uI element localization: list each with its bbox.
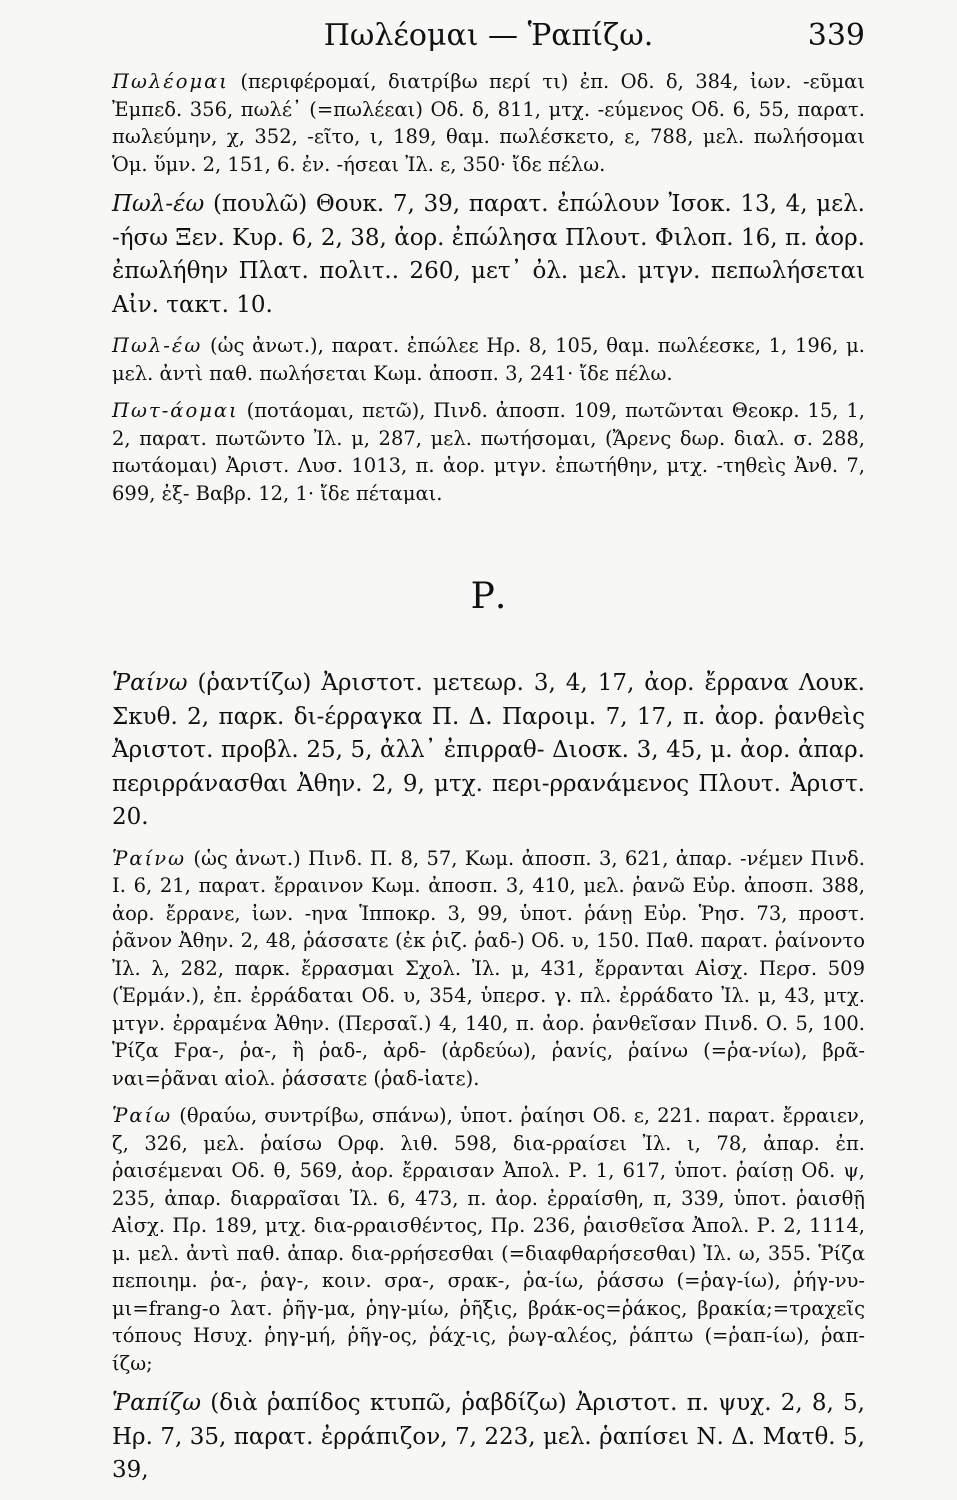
page-header	[112, 14, 865, 64]
running-title: Πωλέομαι — Ῥαπίζω.	[323, 18, 654, 53]
dictionary-entry	[112, 1387, 865, 1488]
entry-lemma: Ῥαπίζω	[112, 1390, 202, 1416]
dictionary-entry	[112, 845, 865, 1093]
entry-text: (ποτάομαι, πετῶ), Πινδ. ἀποσπ. 109, πωτῶνται Θεοκρ. 15, 1, 2, παρατ. πωτῶντο Ἰλ. μ, 287, μελ. πωτήσομαι, (Ἄρενς δωρ. διαλ. σ. 288, πωτάομαι) Ἀριστ. Λυσ. 1013, π. ἀορ. μτγν. ἐπωτήθην, μτχ. -τηθεὶς Ἀνθ. 7, 699, ἐξ- Βαβρ. 12, 1· ἴδε πέταμαι.	[112, 399, 865, 505]
entry-lemma: Ῥαίνω	[112, 846, 186, 870]
dictionary-entry	[112, 397, 865, 507]
entry-lemma: Πωλ-έω	[112, 191, 205, 217]
entry-lemma: Πωλέομαι	[112, 70, 229, 93]
entry-lemma: Πωλ-έω	[112, 334, 203, 357]
entry-text: (θραύω, συντρίβω, σπάνω), ὑποτ. ῥαίησι Οδ. ε, 221. παρατ. ἔρραιεν, ζ, 326, μελ. ῥαίσω Ορφ. λιθ. 598, δια-ρραίσει Ἰλ. ι, 78, ἀπαρ. ἐπ. ῥαισέμεναι Οδ. θ, 569, ἀορ. ἔρραισαν Ἀπολ. Ρ. 1, 617, ὑποτ. ῥαίσῃ Οδ. ψ, 235, ἀπαρ. διαρραῖσαι Ἰλ. 6, 473, π. ἀορ. ἐρραίσθη, π, 339, ὑποτ. ῥαισθῇ Αἰσχ. Πρ. 189, μτχ. δια-ρραισθέντος, Πρ. 236, ῥαισθεῖσα Ἀπολ. Ρ. 2, 1114, μ. μελ. ἀντὶ παθ. ἀπαρ. δια-ρρήσεσθαι (=διαφθαρήσεσθαι) Ἰλ. ω, 355. Ῥίζα πεποιημ. ῥα-, ῥαγ-, κοιν. σρα-, σρακ-, ῥα-ίω, ῥάσσω (=ῥαγ-ίω), ῥήγ-νυ-μι=frang-o λατ. ῥῆγ-μα, ῥηγ-μίω, ῥῆξις, βράκ-ος=ῥάκος, βρακία;=τραχεῖς τόπους Ησυχ. ῥηγ-μή, ῥῆγ-ος, ῥάχ-ις, ῥωγ-αλέος, ῥάπτω (=ῥαπ-ίω), ῥαπ-ίζω;	[112, 1104, 865, 1375]
dictionary-entry	[112, 188, 865, 322]
entry-text: (διὰ ῥαπίδος κτυπῶ, ῥαβδίζω) Ἀριστοτ. π. ψυχ. 2, 8, 5, Ηρ. 7, 35, παρατ. ἐρράπιζον, 7, 223, μελ. ῥαπίσει Ν. Δ. Ματθ. 5, 39,	[112, 1390, 865, 1483]
dictionary-entry	[112, 667, 865, 835]
page-number: 339	[807, 18, 865, 53]
entry-text: (ὡς ἀνωτ.), παρατ. ἐπώλεε Ηρ. 8, 105, θαμ. πωλέεσκε, 1, 196, μ. μελ. ἀντὶ παθ. πωλήσεται Κωμ. ἀποσπ. 3, 241· ἴδε πέλω.	[112, 334, 865, 385]
section-letter: Ρ.	[470, 576, 507, 617]
entry-text: (περιφέρομαί, διατρίβω περί τι) ἐπ. Οδ. δ, 384, ἰων. -εῦμαι Ἐμπεδ. 356, πωλέ᾽ (=πωλέεαι) Οδ. δ, 811, μτχ. -εύμενος Οδ. 6, 55, παρατ. πωλεύμην, χ, 352, -εῖτο, ι, 189, θαμ. πωλέσκετο, ε, 788, μελ. πωλήσομαι Ὁμ. ὕμν. 2, 151, 6. ἐν. -ήσεαι Ἰλ. ε, 350· ἴδε πέλω.	[112, 70, 865, 176]
entry-text: (ῥαντίζω) Ἀριστοτ. μετεωρ. 3, 4, 17, ἀορ. ἔρρανα Λουκ. Σκυθ. 2, παρκ. δι-έρραγκα Π. Δ. Παροιμ. 7, 17, π. ἀορ. ῥανθεὶς Ἀριστοτ. προβλ. 25, 5, ἀλλ᾽ ἐπιρραθ- Διοσκ. 3, 45, μ. ἀορ. ἀπαρ. περιρράνασθαι Ἀθην. 2, 9, μτχ. περι-ρρανάμενος Πλουτ. Ἀριστ. 20.	[112, 670, 865, 830]
entries-top	[112, 68, 865, 507]
dictionary-entry	[112, 1102, 865, 1377]
entry-text: (πουλῶ) Θουκ. 7, 39, παρατ. ἐπώλουν Ἰσοκ. 13, 4, μελ. -ήσω Ξεν. Κυρ. 6, 2, 38, ἀορ. ἐπώλησα Πλουτ. Φιλοπ. 16, π. ἀορ. ἐπωλήθην Πλατ. πολιτ.. 260, μετ᾽ ὀλ. μελ. μτγν. πεπωλήσεται Αἰν. τακτ. 10.	[112, 191, 865, 318]
entry-lemma: Ῥαίνω	[112, 670, 188, 696]
page-body	[112, 68, 865, 1498]
dictionary-entry	[112, 68, 865, 178]
dictionary-entry	[112, 332, 865, 387]
entry-lemma: Ῥαίω	[112, 1104, 173, 1127]
entry-lemma: Πωτ-άομαι	[112, 399, 239, 422]
entry-text: (ὡς ἀνωτ.) Πινδ. Π. 8, 57, Κωμ. ἀποσπ. 3, 621, ἀπαρ. -νέμεν Πινδ. Ι. 6, 21, παρατ. ἔρραινον Κωμ. ἀποσπ. 3, 410, μελ. ῥανῶ Εὐρ. ἀποσπ. 388, ἀορ. ἔρρανε, ἰων. -ηνα Ἱπποκρ. 3, 99, ὑποτ. ῥάνῃ Εὐρ. Ῥησ. 73, προστ. ῥᾶνον Ἀθην. 2, 48, ῥάσσατε (ἐκ ῥιζ. ῥαδ-) Οδ. υ, 150. Παθ. παρατ. ῥαίνοντο Ἰλ. λ, 282, παρκ. ἔρρασμαι Σχολ. Ἰλ. μ, 431, ἔρρανται Αἰσχ. Περσ. 509 (Ἑρμάν.), ἐπ. ἐρράδαται Οδ. υ, 354, ὑπερσ. γ. πλ. ἐρράδατο Ἰλ. μ, 43, μτχ. μτγν. ἐρραμένα Ἀθην. (Περσαῖ.) 4, 140, π. ἀορ. ῥανθεῖσαν Πινδ. Ο. 5, 100. Ῥίζα Ϝρα-, ῥα-, ἢ ῥαδ-, ἀρδ- (ἀρδεύω), ῥανίς, ῥαίνω (=ῥα-νίω), βρᾶ-ναι=ῥᾶναι αἰολ. ῥάσσατε (ῥαδ-ἰατε).	[112, 846, 865, 1090]
entries-bottom	[112, 667, 865, 1488]
